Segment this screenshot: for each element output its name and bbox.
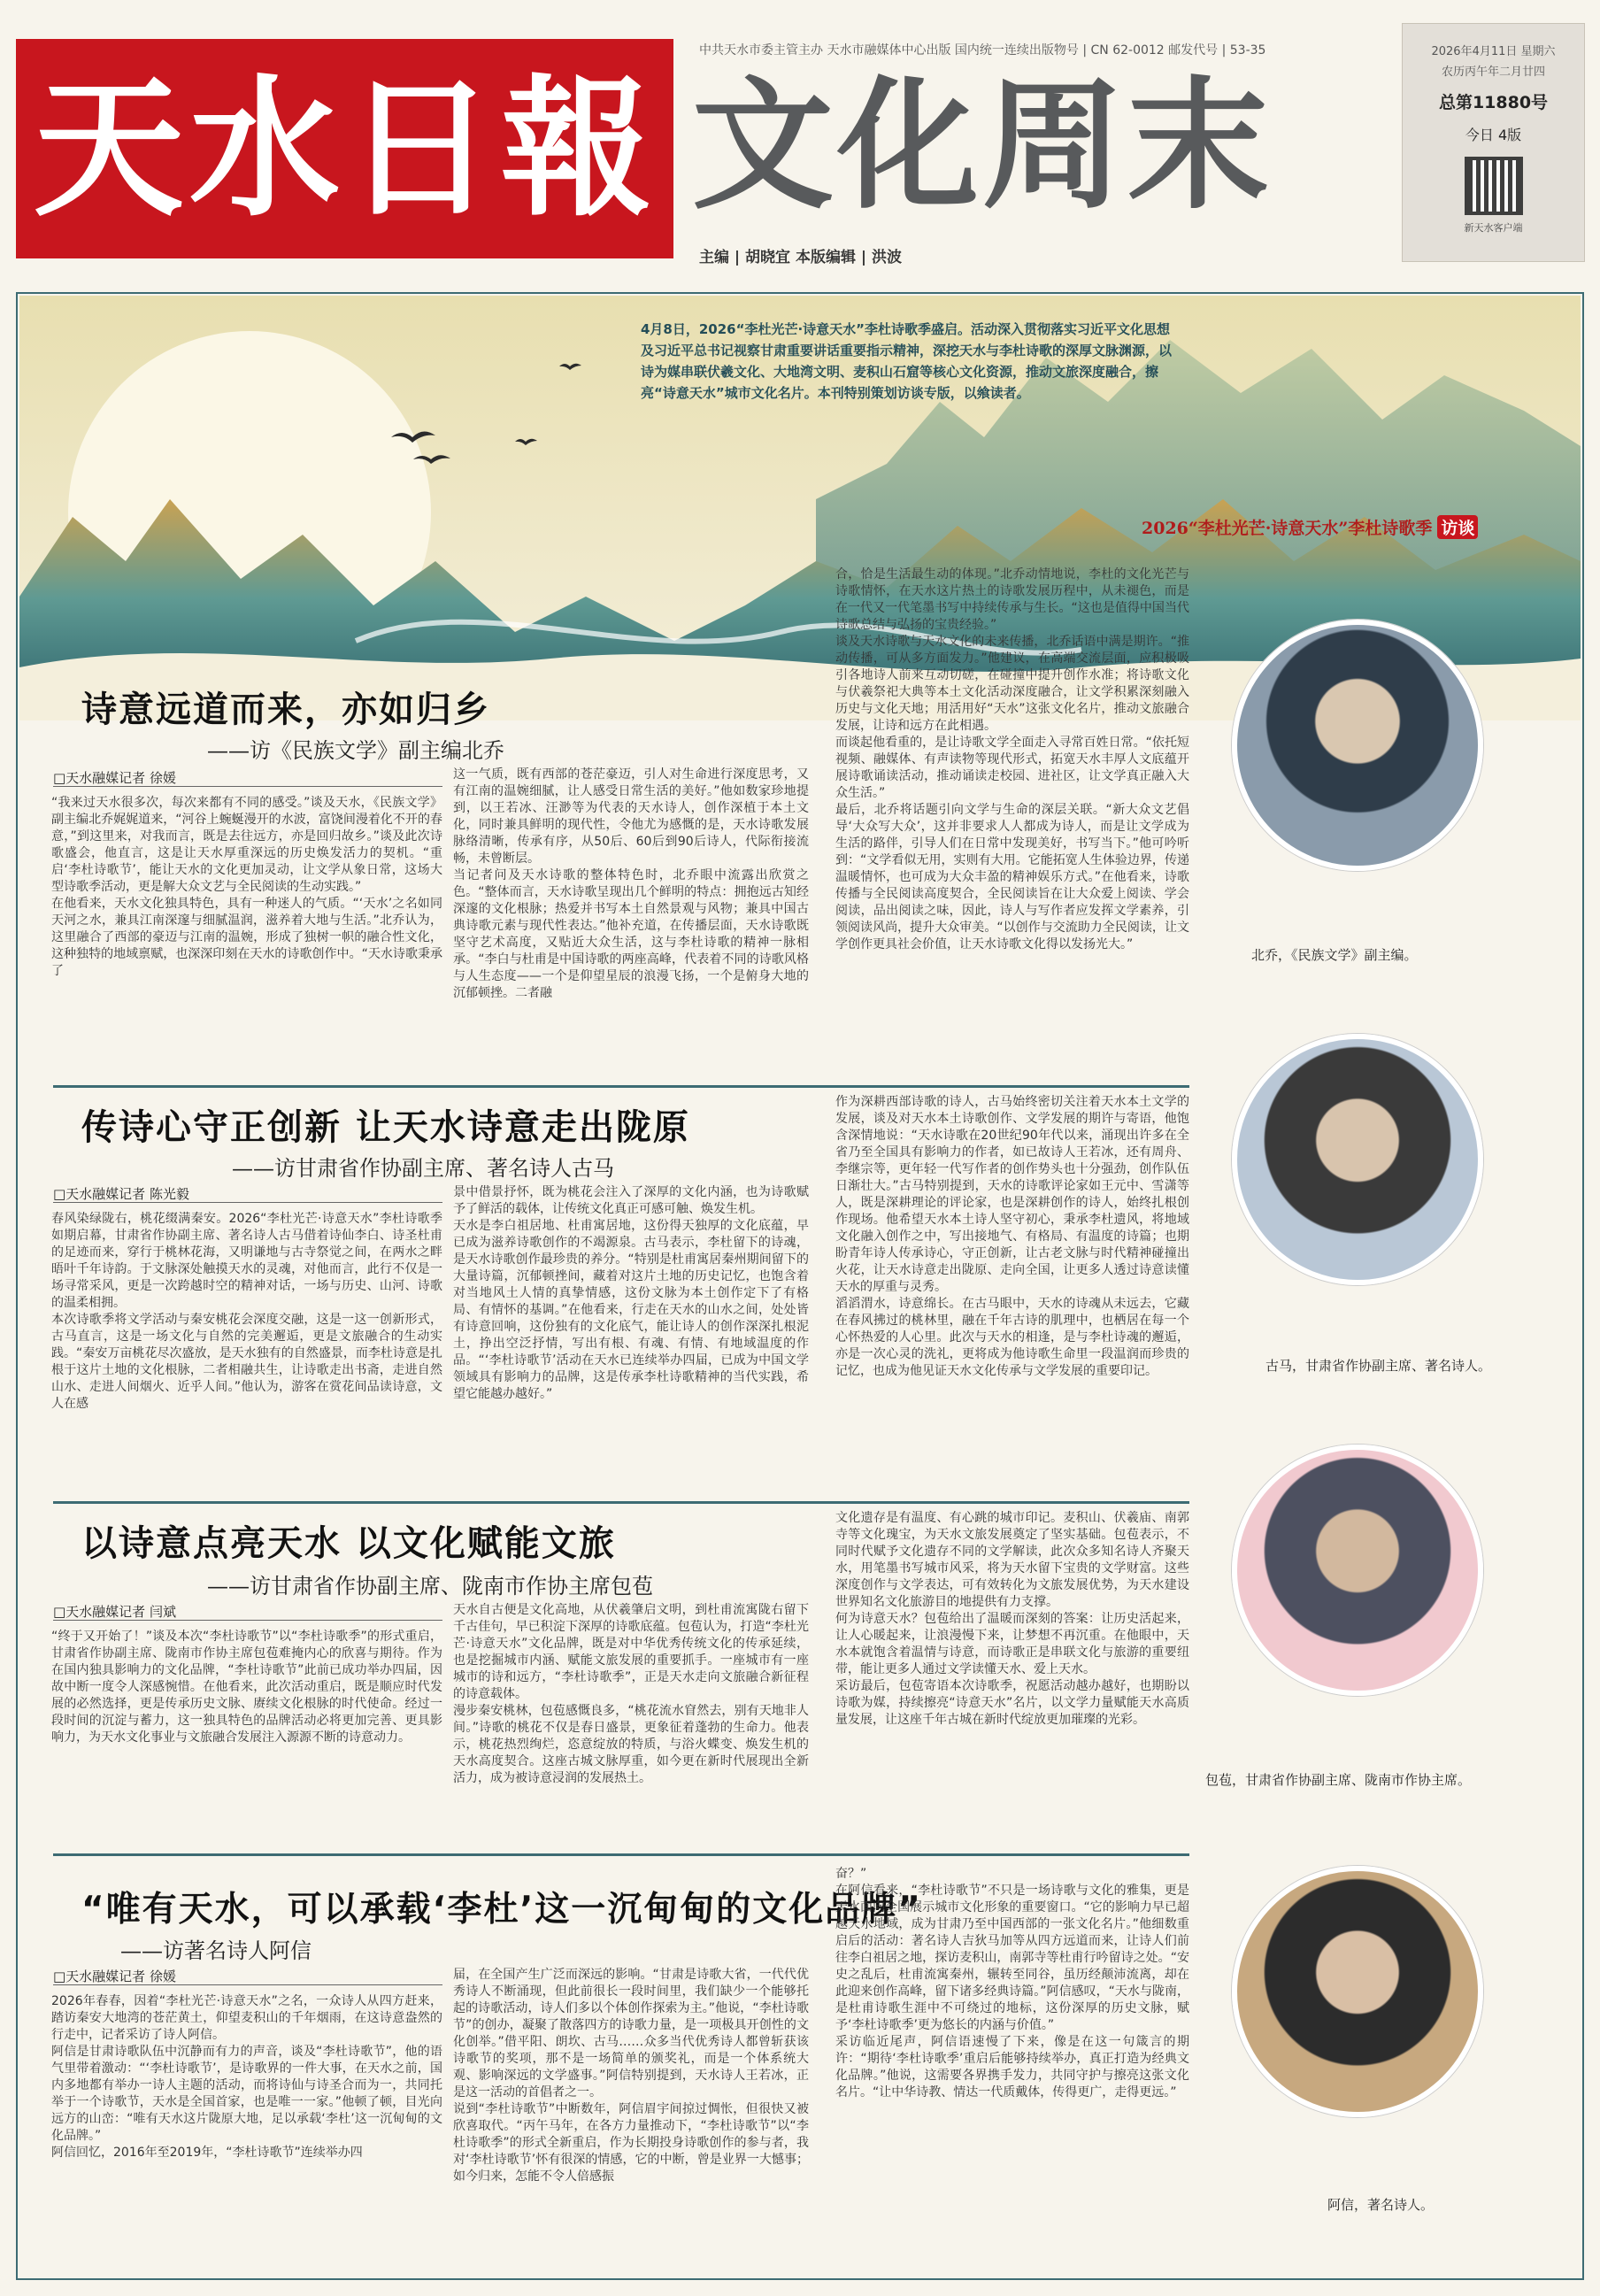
article2-caption: 古马，甘肃省作协副主席、著名诗人。 [1265, 1358, 1492, 1374]
today-pages: 今日 4版 [1465, 127, 1522, 143]
series-label-text: 2026“李杜光芒·诗意天水”李杜诗歌季 [1142, 519, 1433, 538]
editors-line: 主编 | 胡晓宜 本版编辑 | 洪波 [699, 249, 903, 266]
article3-headline: 以诗意点亮天水 以文化赋能文旅 [81, 1523, 616, 1564]
masthead-logo: 天水日報 [33, 60, 657, 237]
portrait-photo-beiqiao [1232, 620, 1483, 871]
article2-byline: □天水融媒记者 陈光毅 [53, 1186, 189, 1202]
article3-caption: 包苞，甘肃省作协副主席、陇南市作协主席。 [1205, 1772, 1472, 1788]
article2-subhead: ——访甘肃省作协副主席、著名诗人古马 [232, 1156, 614, 1181]
qr-caption: 新天水客户端 [1464, 222, 1523, 234]
article1-headline: 诗意远道而来，亦如归乡 [81, 690, 490, 730]
section-divider [53, 1501, 1189, 1504]
article1-caption: 北乔，《民族文学》副主编。 [1251, 947, 1418, 963]
article4-column-3: 奋？” 在阿信看来，“李杜诗歌节”不只是一场诗歌与文化的雅集，更是天水面向全国展示城市文化形象的重要窗口。“它的影响力早已超越天水地域，成为甘肃乃至中国西部的一张文化名片。”他细数重启后的活动：著名诗人吉狄马加等从四方远道而来，让诗人们前往李白祖居之地，探访麦积山，南郭寺等杜甫行吟留诗之处。“安史之乱后，杜甫流寓秦州，辗转至同谷，虽历经颠沛流离，却在此迎来创作高峰，留下诸多经典诗篇。”阿信感叹，“天水与陇南，是杜甫诗歌生涯中不可绕过的地标，这份深厚的历史文脉，赋予‘李杜诗歌季’更为悠长的内涵与价值。” 采访临近尾声，阿信语速慢了下来，像是在这一句箴言的期许：“期待‘李杜诗歌季’重启后能够持续举办，真正打造为经典文化品牌。”他说，这需要各界携手发力，共同守护与擦亮这张文化名片。“让中华诗教、情达一代质戴体，传得更广，走得更远。” [835, 1867, 1189, 2100]
portrait-photo-baobao [1232, 1445, 1483, 1696]
issue-number: 总第11880号 [1438, 93, 1549, 112]
issue-info-box [1402, 23, 1585, 262]
banner-intro-text: 4月8日，2026“李杜光芒·诗意天水”李杜诗歌季盛启。活动深入贯彻落实习近平文化思想及习近平总书记视察甘肃重要讲话重要指示精神，深挖天水与李杜诗歌的深厚文脉渊源，以诗为媒串联伏羲文化、大地湾文明、麦积山石窟等核心文化资源，推动文旅深度融合，擦亮“诗意天水”城市文化名片。本刊特别策划访谈专版，以飨读者。 [641, 321, 1173, 401]
article1-byline: □天水融媒记者 徐媛 [53, 770, 176, 786]
article3-subhead: ——访甘肃省作协副主席、陇南市作协主席包苞 [207, 1574, 653, 1599]
article2-headline: 传诗心守正创新 让天水诗意走出陇原 [81, 1107, 690, 1148]
article1-column-3: 合，恰是生活最生动的体现。”北乔动情地说，李杜的文化光芒与诗歌情怀，在天水这片热土的诗歌发展历程中，从未褪色，而是在一代又一代笔墨书写中持续传承与生长。“这也是值得中国当代诗歌总结与弘扬的宝贵经验。” 谈及天水诗歌与天水文化的未来传播，北乔话语中满是期许。“推动传播，可从多方面发力。”他建议，在高端交流层面，应积极吸引各地诗人前来互动切磋，在碰撞中提升创作水准；将诗歌文化与伏羲祭祀大典等本土文化活动深度融合，让文学积累深刻融入历史与文化天地；用活用好“天水”这张文化名片，推动文旅融合发展，让诗和远方在此相遇。 而谈起他看重的，是让诗歌文学全面走入寻常百姓日常。“依托短视频、融媒体、有声读物等现代形式，拓宽天水丰厚人文底蕴开展诗歌诵读活动，推动诵读走校园、进社区，让文学真正融入大众生活。” 最后，北乔将话题引向文学与生命的深层关联。“新大众文艺倡导‘大众写大众’，这并非要求人人都成为诗人，而是让文学成为生活的路伴，引导人们在日常中发现美好，书写当下。”他可吟听到：“文学看似无用，实则有大用。它能拓宽人生体验边界，传递温暖情怀，也可成为大众丰盈的精神娱乐方式。”在他看来，诗歌传播与全民阅读高度契合，全民阅读旨在让大众爱上阅读、学会阅读，品出阅读之味，因此，诗人与写作者应发挥文学素养，引领阅读风尚，提升大众审美。“以创作与交流助力全民阅读，让文学创作更具社会价值，让天水诗歌文化得以发扬光大。” [835, 567, 1189, 952]
article4-headline: “唯有天水，可以承载‘李杜’这一沉甸甸的文化品牌” [81, 1890, 922, 1930]
article3-column-3: 文化遗存是有温度、有心跳的城市印记。麦积山、伏羲庙、南郭寺等文化瑰宝，为天水文旅发展奠定了坚实基础。包苞表示，不同时代赋予文化遗存不同的文学解读，此次众多知名诗人齐聚天水，用笔墨书写城市风采，将为天水留下宝贵的文学财富。这些深度创作与文学表达，可有效转化为文旅发展优势，为天水建设世界知名文化旅游目的地提供有力支撑。 何为诗意天水？包苞给出了温暖而深刻的答案：让历史活起来，让人心暖起来，让浪漫慢下来，让梦想不再沉重。在他眼中，天水本就饱含着温情与诗意，而诗歌正是串联文化与旅游的重要纽带，能让更多人通过文学读懂天水、爱上天水。 采访最后，包苞寄语本次诗歌季，祝愿活动越办越好，也期盼以诗歌为媒，持续擦亮“诗意天水”名片，以文学力量赋能天水高质量发展，让这座千年古城在新时代绽放更加璀璨的光彩。 [835, 1511, 1189, 1727]
lunar-line: 农历丙午年二月廿四 [1441, 65, 1545, 79]
article3-column-2: 天水自古便是文化高地，从伏羲肇启文明，到杜甫流寓陇右留下千古佳句，早已积淀下深厚的诗歌底蕴。包苞认为，打造“李杜光芒·诗意天水”文化品牌，既是对中华优秀传统文化的传承延续，也是挖掘城市内涵、赋能文旅发展的重要抓手。一座城市有一座城市的诗和远方，“李杜诗歌季”，正是天水走向文旅融合新征程的诗意载体。 漫步秦安桃林，包苞感慨良多，“桃花流水窅然去，别有天地非人间。”诗歌的桃花不仅是春日盛景，更象征着蓬勃的生命力。他表示，桃花热烈绚烂，恣意绽放的特质，与浴火蝶变、焕发生机的天水高度契合。这座古城文脉厚重，如今更在新时代展现出全新活力，成为被诗意浸润的发展热土。 [453, 1603, 809, 1785]
section-title: 文化周末 [692, 63, 1273, 228]
article4-column-1: 2026年春春，因着“李杜光芒·诗意天水”之名，一众诗人从四方赶来，踏访秦安大地湾的苍茫黄土，仰望麦积山的千年烟雨，在这诗意盎然的行走中，记者采访了诗人阿信。 阿信是甘肃诗歌队伍中沉静而有力的声音，谈及“李杜诗歌节”，他的语气里带着激动：“‘李杜诗歌节’，是诗歌界的一件大事，在天水之前，国内多地都有举办一诗人主题的活动，而将诗仙与诗圣合而为一，共同托举于一个诗歌节，天水是全国首家，也是唯一一家。”他顿了顿，目光向远方的山峦：“唯有天水这片陇原大地，足以承载‘李杜’这一沉甸甸的文化品牌。” 阿信回忆，2016年至2019年，“李杜诗歌节”连续举办四 [51, 1994, 442, 2160]
publisher-line: 中共天水市委主管主办 天水市融媒体中心出版 国内统一连续出版物号 | CN 62-0012 邮发代号 | 53-35 [699, 43, 1266, 58]
section-divider [53, 1085, 1189, 1088]
article4-column-2: 届，在全国产生广泛而深远的影响。“甘肃是诗歌大省，一代代优秀诗人不断涌现，但此前很长一段时间里，我们缺少一个能够托起的诗歌活动，诗人们多以个体创作探索为主。”他说，“李杜诗歌节”的创办，凝聚了散落四方的诗歌力量，是一项极具开创性的文化创举。”借平阳、朗坎、古马……众多当代优秀诗人都曾斩获该诗歌节的奖项，那不是一场简单的颁奖礼，而是一个体系统大观、影响深远的文学盛事。”阿信特别提到，天水诗人王若冰，正是这一活动的首倡者之一。 说到“李杜诗歌节”中断数年，阿信眉宇间掠过惆怅，但很快又被欣喜取代。“丙午马年，在各方力量推动下，“李杜诗歌节”以“李杜诗歌季”的形式全新重启，作为长期投身诗歌创作的参与者，我对‘李杜诗歌节’怀有很深的情感，它的中断，曾是业界一大憾事；如今归来，怎能不令人倍感振 [453, 1968, 809, 2184]
portrait-photo-axin [1232, 1866, 1483, 2117]
byline-rule [53, 1984, 442, 1985]
article4-caption: 阿信，著名诗人。 [1327, 2197, 1435, 2213]
article3-byline: □天水融媒记者 闫斌 [53, 1604, 176, 1620]
byline-rule [53, 1202, 442, 1203]
article1-column-2: 这一气质，既有西部的苍茫豪迈，引人对生命进行深度思考，又有江南的温婉细腻，让人感受日常生活的美好。”他如数家珍地提到，以王若冰、汪渺等为代表的天水诗人，创作深植于本土文化，同时兼具鲜明的现代性，令他尤为感慨的是，天水诗歌发展脉络清晰，传承有序，从50后、60后到90后诗人，代际衔接流畅，未曾断层。 当记者问及天水诗歌的整体特色时，北乔眼中流露出欣赏之色。“整体而言，天水诗歌呈现出几个鲜明的特点：拥抱远古知经深邃的文化根脉；热爱并书写本土自然景观与风物；兼具中国古典诗歌元素与现代性表达。”他补充道，在传播层面，天水诗歌既坚守艺术高度，又贴近大众生活，这与李杜诗歌的精神一脉相承。“李白与杜甫是中国诗歌的两座高峰，代表着不同的诗歌风格与人生态度——一个是仰望星辰的浪漫飞扬，一个是俯身大地的沉郁顿挫。二者融 [453, 767, 809, 1000]
article4-byline: □天水融媒记者 徐媛 [53, 1969, 176, 1984]
section-divider [53, 1853, 1189, 1856]
series-badge: 访谈 [1437, 515, 1478, 539]
article2-column-3: 作为深耕西部诗歌的诗人，古马始终密切关注着天水本土文学的发展，谈及对天水本土诗歌创作、文学发展的期许与寄语，他饱含深情地说：“天水诗歌在20世纪90年代以来，涌现出许多在全省乃至全国具有影响力的作者，如已故诗人王若冰，还有周舟、李继宗等，更年轻一代写作者的创作势头也十分强劲，创作队伍日渐壮大。”古马特别提到，天水的诗歌评论家如王元中、雪潇等人，既是深耕理论的评论家，也是深耕创作的诗人，始终扎根创作现场。他希望天水本土诗人坚守初心，秉承李杜遗风，将地域文化融入创作之中，写出接地气、有格局、有温度的诗篇；也期盼青年诗人传承诗心，守正创新，让古老文脉与时代精神碰撞出火花，让天水诗意走出陇原、走向全国，让更多人透过诗意读懂天水的厚重与灵秀。 滔滔渭水，诗意绵长。在古马眼中，天水的诗魂从未远去，它藏在春风拂过的桃林里，融在千年古诗的肌理中，也栖居在每一个心怀热爱的人心里。此次与天水的相逢，是与李杜诗魂的邂逅，亦是一次心灵的洗礼，更将成为他诗歌生命里一段温润而珍贵的记忆，也成为他见证天水文化传承与文学发展的重要印记。 [835, 1095, 1189, 1378]
series-label [1142, 515, 1478, 539]
article1-column-1: “我来过天水很多次，每次来都有不同的感受。”谈及天水，《民族文学》副主编北乔娓娓道来，“河谷上蜿蜒漫开的水波，富饶间漫着化不开的春意，”到这里来，对我而言，既是去往远方，亦是回归故乡。”谈及此次诗歌盛会，他直言，这是让天水厚重深远的历史焕发活力的契机。“重启‘李杜诗歌节’，能让天水的文化更加灵动，让文学从象日常，这场大型诗歌季活动，更是解大众文艺与全民阅读的生动实践。” 在他看来，天水文化独具特色，具有一种迷人的气质。“‘天水’之名如同天河之水，兼具江南深邃与细腻温润，滋养着大地与生活。”北乔认为，这里融合了西部的豪迈与江南的温婉，形成了独树一帜的融合性文化，这种独特的地域禀赋，也深深印刻在天水的诗歌创作中。“天水诗歌秉承了 [51, 796, 442, 978]
article4-subhead: ——访著名诗人阿信 [120, 1938, 312, 1963]
article2-column-1: 春风染绿陇右，桃花缀满秦安。2026“李杜光芒·诗意天水”李杜诗歌季如期启幕，甘肃省作协副主席、著名诗人古马借着诗仙李白、诗圣杜甫的足迹而来，穿行于桃林花海，又明谦地与古寺祭觉之间，在两水之畔晤叶千年诗韵。于文脉深处触摸天水的灵魂，对他而言，此行不仅是一场寻常采风，更是一次跨越时空的精神对话，一场与历史、山河、诗歌的温柔相拥。 本次诗歌季将文学活动与秦安桃花会深度交融，这是一这一创新形式，古马直言，这是一场文化与自然的完美邂逅，更是文旅融合的生动实践。“秦安万亩桃花尽次盛放，是天水独有的自然盛景，而李杜诗意是扎根于这片土地的文化根脉，二者相融共生，让诗歌走出书斋，走进自然山水、走进人间烟火、近乎人间。”他认为，游客在赏花间品读诗意，文人在感 [51, 1212, 442, 1411]
article2-column-2: 景中借景抒怀，既为桃花会注入了深厚的文化内涵，也为诗歌赋予了鲜活的载体，让传统文化真正可感可触、焕发生机。 天水是李白祖居地、杜甫寓居地，这份得天独厚的文化底蕴，早已成为滋养诗歌创作的不竭源泉。古马表示，李杜留下的诗魂，是天水诗歌创作最珍贵的养分。“特别是杜甫寓居秦州期间留下的大量诗篇，沉郁顿挫间，藏着对这片土地的历史记忆，也饱含着对当地风土人情的真挚情感，这份文脉为本土创作定下了有格局、有情怀的基调。”在他看来，行走在天水的山水之间，处处皆有诗意回响，这份独有的文化底气，能让诗人的创作深深扎根泥土，挣出空泛抒情，写出有根、有魂、有情、有地域温度的作品。“‘李杜诗歌节’活动在天水已连续举办四届，已成为中国文学领域具有影响力的品牌，这是传承李杜诗歌精神的当代实践，希望它能越办越好。” [453, 1185, 809, 1401]
byline-rule [53, 1620, 442, 1621]
byline-rule [53, 786, 442, 787]
portrait-photo-guma [1232, 1034, 1483, 1285]
article3-column-1: “终于又开始了！”谈及本次“李杜诗歌节”以“李杜诗歌季”的形式重启，甘肃省作协副主席、陇南市作协主席包苞难掩内心的欣喜与期待。作为在国内独具影响力的文化品牌，“李杜诗歌节”此前已成功举办四届，因故中断一度令人深感惋惜。在他看来，此次活动重启，既是顺应时代发展的必然选择，更是传承历史文脉、赓续文化根脉的时代使命。经过一段时间的沉淀与蓄力，这一独具特色的品牌活动必将更加完善、更具影响力，为天水文化事业与文旅融合发展注入源源不断的诗意动力。 [51, 1630, 442, 1745]
qr-code-icon[interactable] [1465, 157, 1523, 215]
article1-subhead: ——访《民族文学》副主编北乔 [207, 738, 504, 763]
date-line: 2026年4月11日 星期六 [1431, 45, 1556, 58]
